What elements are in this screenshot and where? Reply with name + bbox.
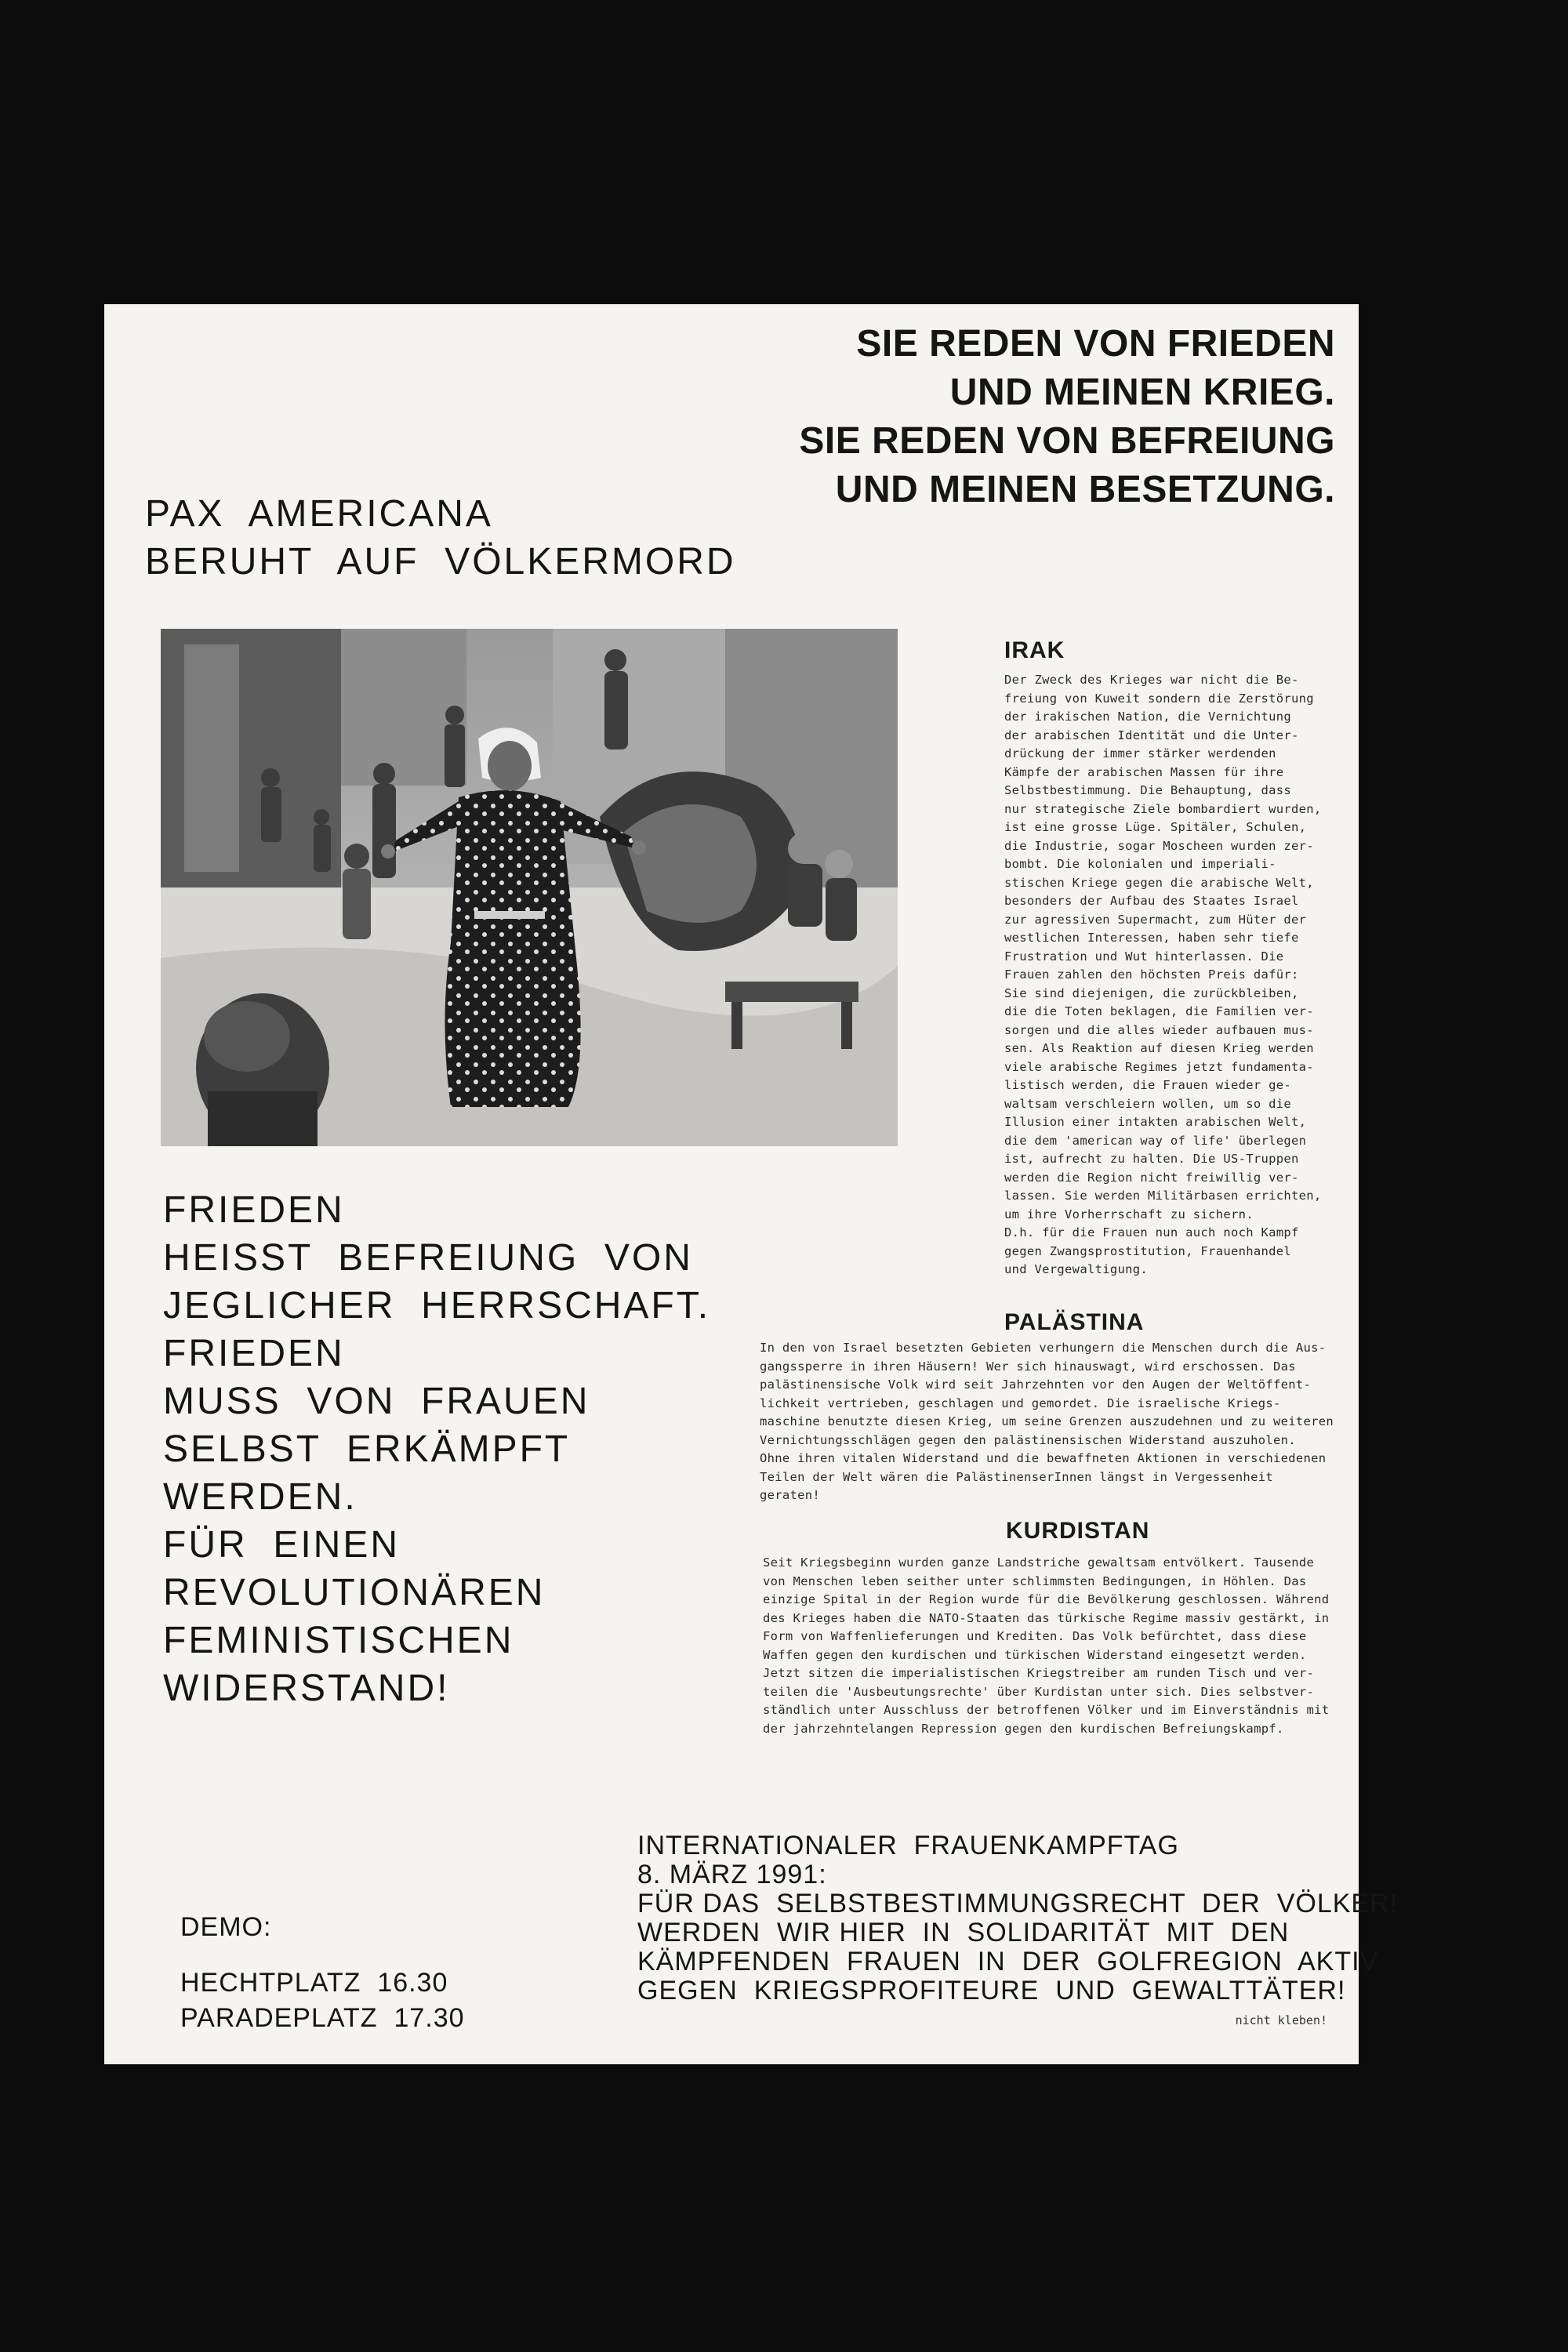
headline-right-line: UND MEINEN KRIEG. [949,372,1335,413]
slogan-line: MUSS VON FRAUEN [163,1381,590,1422]
demo-label: DEMO: [180,1912,272,1942]
slogan-line: HEISST BEFREIUNG VON [163,1237,693,1279]
slogan-line: WIDERSTAND! [163,1668,450,1709]
call-line: GEGEN KRIEGSPROFITEURE UND GEWALTTÄTER! [637,1976,1346,2005]
headline-right-line: UND MEINEN BESETZUNG. [835,469,1335,510]
headline-left-line: PAX AMERICANA [145,493,493,535]
photograph-woman-in-camp [161,629,898,1146]
palaestina-text: In den von Israel besetzten Gebieten verhungern die Menschen durch die Aus- gangssperre in ihren Häusern! Wer sich hinauswagt, wird erschossen. Das palästinensische Volk wird seit Jahrzehnten vor den Augen der Weltöffent- lichkeit vertrieben, geschlagen und gemordet. Die israelische Kriegs- maschine benutzte diesen Krieg, um seine Grenzen auszudehnen und zu weiteren Vernichtungsschlägen gegen den palästinensischen Widerstand auszuholen. Ohne ihren vitalen Widerstand und die bewaffneten Aktionen in verschiedenen Teilen der Welt wären die PalästinenserInnen längst in Vergessenheit geraten! [760,1341,1334,1502]
footer-note: nicht kleben! [1235,2013,1327,2027]
headline-right-line: SIE REDEN VON FRIEDEN [856,323,1335,365]
call-line: INTERNATIONALER FRAUENKAMPFTAG [637,1831,1179,1860]
palaestina-title: PALÄSTINA [1004,1309,1145,1335]
headline-left [145,490,736,586]
slogan-line: WERDEN. [163,1476,358,1518]
slogan-line: FEMINISTISCHEN [163,1620,514,1661]
photograph [161,629,898,1146]
call-line: 8. MÄRZ 1991: [637,1860,827,1889]
call-line: FÜR DAS SELBSTBESTIMMUNGSRECHT DER VÖLKER! [637,1889,1399,1918]
demo-place: HECHTPLATZ 16.30 [180,1968,448,1998]
slogan-line: FRIEDEN [163,1189,345,1231]
call-line: KÄMPFENDEN FRAUEN IN DER GOLFREGION AKTIV [637,1947,1379,1976]
slogan-line: REVOLUTIONÄREN [163,1572,546,1613]
slogan-line: JEGLICHER HERRSCHAFT. [163,1285,711,1327]
poster [104,304,1399,2064]
slogan-line: FRIEDEN [163,1333,345,1374]
slogan [163,1186,728,1712]
call-to-action [637,1831,1399,2005]
irak-title: IRAK [1004,637,1065,663]
headline-right [700,320,1335,514]
call-line: WERDEN WIR HIER IN SOLIDARITÄT MIT DEN [637,1918,1290,1947]
slogan-line: FÜR EINEN [163,1524,401,1566]
headline-left-line: BERUHT AUF VÖLKERMORD [145,541,736,583]
kurdistan-text: Seit Kriegsbeginn wurden ganze Landstriche gewaltsam entvölkert. Tausende von Menschen leben seither unter schlimmsten Bedingungen, in Höhlen. Das einzige Spital in der Region wurde für die Bevölkerung geschlossen. Während des Krieges haben die NATO-Staaten das türkische Regime massiv gestärkt, in Form von Waffenlieferungen und Krediten. Das Volk befürchtet, dass diese Waffen gegen den kurdischen und türkischen Widerstand eingesetzt werden. Jetzt sitzen die imperialistischen Kriegstreiber am runden Tisch und ver- teilen die 'Ausbeutungsrechte' über Kurdistan unter sich. Dies selbstver- ständlich unter Ausschluss der betroffenen Völker und im Einverständnis mit der jahrzehntelangen Repression gegen den kurdischen Befreiungskampf. [763,1555,1330,1736]
irak-text: Der Zweck des Krieges war nicht die Be- freiung von Kuweit sondern die Zerstörung der irakischen Nation, die Vernichtung der arabischen Identität und die Unter- drückung der immer stärker werdenden Kämpfe der arabischen Massen für ihre Selbstbestimmung. Die Behauptung, dass nur strategische Ziele bombardiert wurden, ist eine grosse Lüge. Spitäler, Schulen, die Industrie, sogar Moscheen wurden zer- bombt. Die kolonialen und imperiali- stischen Kriege gegen die arabische Welt, besonders der Aufbau des Staates Israel zur agressiven Supermacht, zum Hüter der westlichen Interessen, haben sehr tiefe Frustration und Wut hinterlassen. Die Frauen zahlen den höchsten Preis dafür: Sie sind diejenigen, die zurückbleiben, die die Toten beklagen, die Familien ver- sorgen und die alles wieder aufbauen mus- sen. Als Reaktion auf diesen Krieg werden viele arabische Regimes jetzt fundamenta- listisch werden, die Frauen wieder ge- waltsam verschleiern wollen, um so die Illusion einer intakten arabischen Welt, die dem 'american way of life' überlegen ist, aufrecht zu halten. Die US-Truppen werden die Region nicht freiwillig ver- lassen. Sie werden Militärbasen errichten, um ihre Vorherrschaft zu sichern. D.h. für die Frauen nun auch noch Kampf gegen Zwangsprostitution, Frauenhandel und Vergewaltigung. [1004,673,1322,1276]
slogan-line: SELBST ERKÄMPFT [163,1428,571,1470]
demo-block [180,1910,478,2036]
kurdistan-title: KURDISTAN [1006,1518,1150,1544]
demo-place: PARADEPLATZ 17.30 [180,2003,465,2033]
headline-right-line: SIE REDEN VON BEFREIUNG [799,420,1335,462]
